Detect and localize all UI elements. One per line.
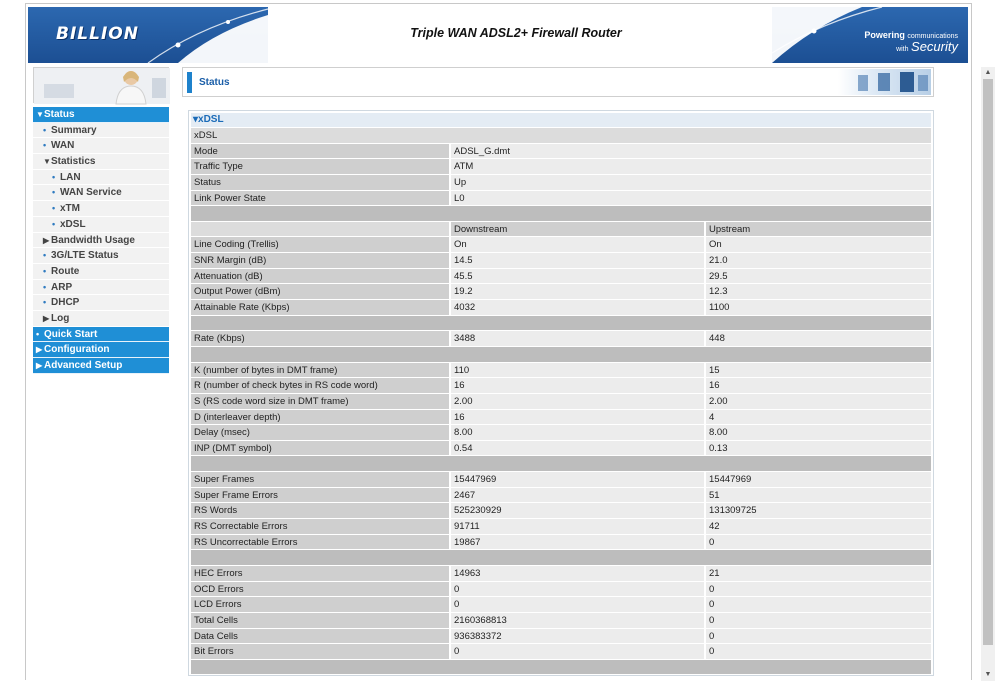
- upstream-value: 21.0: [706, 253, 931, 269]
- sidebar-item-quick-start[interactable]: [33, 327, 169, 343]
- xdsl-panel: [188, 110, 934, 676]
- upstream-value: 0: [706, 535, 931, 551]
- section-row: [191, 128, 931, 144]
- sidebar-item-label: ARP: [51, 281, 73, 293]
- table-row: [191, 472, 931, 488]
- downstream-value: 8.00: [451, 425, 706, 441]
- router-web-page: [25, 3, 992, 680]
- table-row: [191, 488, 931, 504]
- downstream-value: 15447969: [451, 472, 706, 488]
- main-content: [182, 67, 934, 676]
- sidebar-item-label: DHCP: [51, 297, 80, 309]
- sidebar-photo: [33, 67, 169, 103]
- bullet-icon: •: [52, 187, 56, 198]
- row-label: INP (DMT symbol): [191, 441, 451, 457]
- separator-cell: [191, 316, 931, 332]
- upstream-value: 12.3: [706, 284, 931, 300]
- bullet-icon: •: [52, 171, 56, 182]
- sidebar-item-statistics[interactable]: [33, 154, 169, 170]
- downstream-value: 525230929: [451, 503, 706, 519]
- upstream-value: 16: [706, 378, 931, 394]
- table-row: [191, 222, 931, 238]
- row-label: Attainable Rate (Kbps): [191, 300, 451, 316]
- sidebar-item-status[interactable]: [33, 107, 169, 123]
- separator-cell: [191, 550, 931, 566]
- table-row: [191, 331, 931, 347]
- table-row: [191, 159, 931, 175]
- downstream-value: 110: [451, 363, 706, 379]
- separator-row: [191, 660, 931, 676]
- downstream-value: 91711: [451, 519, 706, 535]
- row-label: Super Frame Errors: [191, 488, 451, 504]
- chevron-down-icon: ▼: [43, 157, 51, 167]
- downstream-value: 2160368813: [451, 613, 706, 629]
- bullet-icon: •: [43, 281, 47, 292]
- sidebar-item-label: WAN: [51, 140, 75, 152]
- logo-banner: [28, 7, 268, 63]
- status-title: Status: [199, 77, 230, 88]
- chevron-right-icon: ▶: [43, 235, 50, 245]
- row-value: L0: [451, 191, 931, 207]
- separator-row: [191, 347, 931, 363]
- downstream-value: 0: [451, 644, 706, 660]
- row-label: Output Power (dBm): [191, 284, 451, 300]
- separator-row: [191, 550, 931, 566]
- sidebar-item-label: Statistics: [51, 156, 96, 168]
- sidebar-item-dhcp[interactable]: [33, 295, 169, 311]
- bullet-icon: •: [43, 140, 47, 151]
- bullet-icon: •: [43, 250, 47, 261]
- upstream-value: 2.00: [706, 394, 931, 410]
- row-label: RS Words: [191, 503, 451, 519]
- row-label: Bit Errors: [191, 644, 451, 660]
- downstream-value: 0: [451, 582, 706, 598]
- upstream-value: On: [706, 237, 931, 253]
- upstream-value: 42: [706, 519, 931, 535]
- row-value: Up: [451, 175, 931, 191]
- upstream-value: 0: [706, 597, 931, 613]
- table-row: [191, 629, 931, 645]
- separator-cell: [191, 660, 931, 676]
- sidebar-item-label: Quick Start: [44, 328, 98, 340]
- bullet-icon: •: [52, 203, 56, 214]
- sidebar-item-arp[interactable]: [33, 280, 169, 296]
- sidebar-item-label: Status: [44, 109, 75, 120]
- table-row: [191, 597, 931, 613]
- status-title-bar: [182, 67, 934, 97]
- row-label: [191, 222, 451, 238]
- separator-row: [191, 316, 931, 332]
- table-row: [191, 300, 931, 316]
- table-row: [191, 582, 931, 598]
- row-label: SNR Margin (dB): [191, 253, 451, 269]
- row-label: HEC Errors: [191, 566, 451, 582]
- row-label: Super Frames: [191, 472, 451, 488]
- upstream-value: 131309725: [706, 503, 931, 519]
- table-row: [191, 175, 931, 191]
- upstream-value: 0: [706, 629, 931, 645]
- billion-logo: BILLION: [56, 24, 139, 44]
- powering-tagline: Powering communications with Security: [864, 30, 958, 54]
- row-label: Line Coding (Trellis): [191, 237, 451, 253]
- sidebar-menu: [33, 107, 169, 374]
- table-row: [191, 441, 931, 457]
- sidebar-item-xtm[interactable]: [33, 201, 169, 217]
- downstream-value: 19.2: [451, 284, 706, 300]
- sidebar-item-wan[interactable]: [33, 138, 169, 154]
- downstream-value: 936383372: [451, 629, 706, 645]
- sidebar-item-label: Configuration: [44, 344, 110, 356]
- upstream-value: 15447969: [706, 472, 931, 488]
- row-label: S (RS code word size in DMT frame): [191, 394, 451, 410]
- downstream-value: 45.5: [451, 269, 706, 285]
- table-row: [191, 613, 931, 629]
- table-row: [191, 363, 931, 379]
- upstream-value: 0: [706, 582, 931, 598]
- downstream-value: 0: [451, 597, 706, 613]
- sidebar-item-summary[interactable]: [33, 123, 169, 139]
- table-row: [191, 144, 931, 160]
- sidebar-item-label: LAN: [60, 171, 81, 183]
- upstream-value: 29.5: [706, 269, 931, 285]
- table-row: [191, 378, 931, 394]
- separator-cell: [191, 206, 931, 222]
- sidebar-item-label: Advanced Setup: [44, 360, 123, 371]
- bullet-icon: •: [43, 124, 47, 135]
- separator-row: [191, 456, 931, 472]
- row-label: R (number of check bytes in RS code word): [191, 378, 451, 394]
- sidebar-item-label: WAN Service: [60, 187, 122, 199]
- row-value: ADSL_G.dmt: [451, 144, 931, 160]
- sidebar-item-lan[interactable]: [33, 170, 169, 186]
- section-label: xDSL: [191, 128, 931, 144]
- downstream-value: On: [451, 237, 706, 253]
- vertical-scrollbar[interactable]: [981, 67, 995, 681]
- upstream-value: 1100: [706, 300, 931, 316]
- upstream-value: 0: [706, 644, 931, 660]
- chevron-right-icon: ▶: [36, 345, 43, 355]
- person-photo-icon: [34, 68, 170, 104]
- office-chairs-image: [838, 69, 931, 95]
- downstream-value: 14963: [451, 566, 706, 582]
- row-label: Status: [191, 175, 451, 191]
- row-label: Traffic Type: [191, 159, 451, 175]
- downstream-value: 3488: [451, 331, 706, 347]
- separator-cell: [191, 347, 931, 363]
- upstream-value: 8.00: [706, 425, 931, 441]
- scrollbar-thumb[interactable]: [983, 79, 993, 645]
- table-row: [191, 535, 931, 551]
- row-label: RS Correctable Errors: [191, 519, 451, 535]
- sidebar-item-xdsl[interactable]: [33, 217, 169, 233]
- chevron-right-icon: ▶: [43, 313, 50, 323]
- table-row: [191, 644, 931, 660]
- bullet-icon: •: [36, 328, 40, 339]
- row-label: Data Cells: [191, 629, 451, 645]
- separator-row: [191, 206, 931, 222]
- downstream-value: 2.00: [451, 394, 706, 410]
- table-row: [191, 503, 931, 519]
- sidebar-item-label: Bandwidth Usage: [51, 234, 135, 246]
- sidebar-item-label: Log: [51, 312, 70, 324]
- row-label: Link Power State: [191, 191, 451, 207]
- table-row: [191, 519, 931, 535]
- table-row: [191, 410, 931, 426]
- row-label: OCD Errors: [191, 582, 451, 598]
- table-row: [191, 253, 931, 269]
- table-row: [191, 566, 931, 582]
- sidebar-item-route[interactable]: [33, 264, 169, 280]
- powering-banner: [772, 7, 968, 63]
- upstream-value: 51: [706, 488, 931, 504]
- bullet-icon: •: [52, 218, 56, 229]
- sidebar-item-label: xTM: [60, 203, 80, 215]
- downstream-value: 2467: [451, 488, 706, 504]
- page-header: [26, 4, 971, 64]
- scroll-up-arrow-icon[interactable]: ▲: [984, 69, 992, 76]
- table-row: [191, 237, 931, 253]
- sidebar-item-bandwidth-usage[interactable]: [33, 233, 169, 249]
- row-label: K (number of bytes in DMT frame): [191, 363, 451, 379]
- row-label: Delay (msec): [191, 425, 451, 441]
- bullet-icon: •: [43, 297, 47, 308]
- chairs-icon: [838, 69, 931, 95]
- row-label: RS Uncorrectable Errors: [191, 535, 451, 551]
- page-title: Triple WAN ADSL2+ Firewall Router: [410, 26, 622, 40]
- upstream-header: Upstream: [706, 222, 931, 238]
- separator-cell: [191, 456, 931, 472]
- sidebar: [33, 67, 169, 374]
- sidebar-item-log[interactable]: [33, 311, 169, 327]
- scroll-down-arrow-icon[interactable]: ▼: [984, 671, 992, 678]
- downstream-value: 0.54: [451, 441, 706, 457]
- upstream-value: 21: [706, 566, 931, 582]
- downstream-value: 16: [451, 410, 706, 426]
- row-label: D (interleaver depth): [191, 410, 451, 426]
- upstream-value: 4: [706, 410, 931, 426]
- downstream-value: 14.5: [451, 253, 706, 269]
- downstream-value: 19867: [451, 535, 706, 551]
- row-label: Attenuation (dB): [191, 269, 451, 285]
- sidebar-item-3g-lte-status[interactable]: [33, 248, 169, 264]
- downstream-value: 4032: [451, 300, 706, 316]
- row-label: Rate (Kbps): [191, 331, 451, 347]
- row-label: LCD Errors: [191, 597, 451, 613]
- sidebar-item-advanced-setup[interactable]: [33, 358, 169, 374]
- sidebar-item-configuration[interactable]: [33, 342, 169, 358]
- sidebar-item-wan-service[interactable]: [33, 185, 169, 201]
- panel-header-xdsl[interactable]: ▾xDSL: [191, 113, 931, 127]
- upstream-value: 0: [706, 613, 931, 629]
- sidebar-item-label: Summary: [51, 124, 97, 136]
- table-row: [191, 191, 931, 207]
- upstream-value: 448: [706, 331, 931, 347]
- bullet-icon: •: [43, 265, 47, 276]
- sidebar-item-label: Route: [51, 265, 80, 277]
- chevron-right-icon: ▶: [36, 361, 43, 370]
- upstream-value: 0.13: [706, 441, 931, 457]
- row-label: Total Cells: [191, 613, 451, 629]
- row-value: ATM: [451, 159, 931, 175]
- table-row: [191, 394, 931, 410]
- chevron-down-icon: ▼: [36, 110, 44, 119]
- downstream-value: 16: [451, 378, 706, 394]
- title-accent: [187, 72, 192, 93]
- sidebar-item-label: 3G/LTE Status: [51, 250, 119, 262]
- sidebar-item-label: xDSL: [60, 218, 86, 230]
- table-row: [191, 284, 931, 300]
- downstream-header: Downstream: [451, 222, 706, 238]
- xdsl-table: [191, 144, 931, 676]
- row-label: Mode: [191, 144, 451, 160]
- table-row: [191, 269, 931, 285]
- upstream-value: 15: [706, 363, 931, 379]
- table-row: [191, 425, 931, 441]
